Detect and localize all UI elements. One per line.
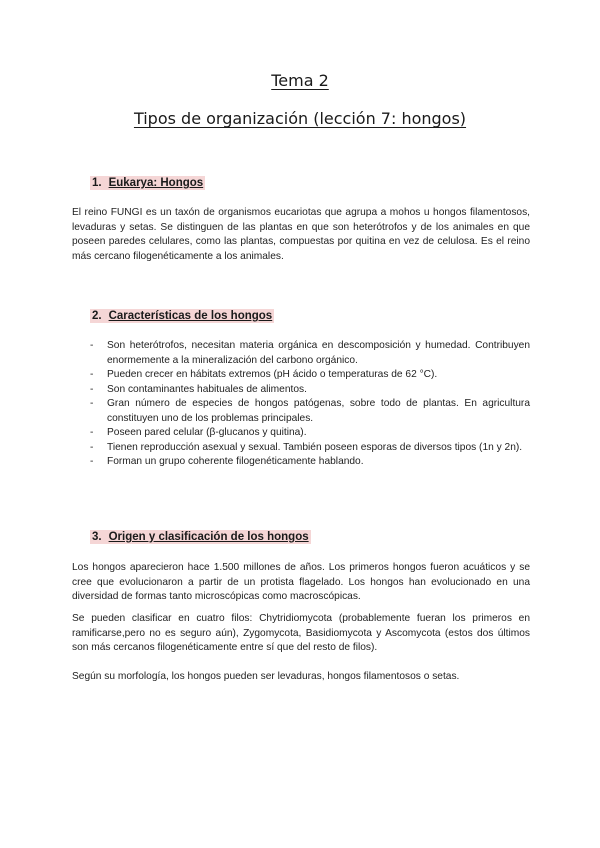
section-heading-text: Origen y clasificación de los hongos bbox=[108, 531, 309, 543]
section-heading-text: Características de los hongos bbox=[108, 310, 273, 322]
list-item: - Poseen pared celular (β-glucanos y quitina). bbox=[90, 426, 530, 441]
list-item: - Pueden crecer en hábitats extremos (pH ácido o temperaturas de 62 °C). bbox=[90, 368, 530, 383]
list-item: - Forman un grupo coherente filogenéticamente hablando. bbox=[90, 455, 530, 470]
section-heading-3 bbox=[90, 530, 311, 544]
section-1-paragraph: El reino FUNGI es un taxón de organismos eucariotas que agrupa a mohos u hongos filamentosos, levaduras y setas. Se distinguen de las plantas en que son heterótrofos y de los animales en que poseen paredes celulares, como las plantas, compuestas por quitina en vez de celulosa. Es el reino más cercano filogenéticamente a los animales. bbox=[72, 207, 530, 262]
list-item: - Tienen reproducción asexual y sexual. También poseen esporas de diversos tipos (1n y 2n). bbox=[90, 441, 530, 456]
section-heading-text: Eukarya: Hongos bbox=[108, 177, 204, 189]
list-item: - Son contaminantes habituales de alimentos. bbox=[90, 383, 530, 398]
list-item: - Gran número de especies de hongos patógenas, sobre todo de plantas. En agricultura constituyen uno de los problemas principales. bbox=[90, 397, 530, 426]
document-subtitle: Tipos de organización (lección 7: hongos) bbox=[133, 109, 467, 128]
section-heading-1 bbox=[90, 176, 205, 190]
section-heading-2 bbox=[90, 309, 274, 323]
characteristics-list bbox=[90, 339, 530, 470]
document-title: Tema 2 bbox=[271, 71, 329, 90]
section-3-paragraph-1: Los hongos aparecieron hace 1.500 millones de años. Los primeros hongos fueron acuáticos y se cree que evolucionaron a partir de un protista flagelado. Los hongos han evolucionado en una diversidad de formas tanto microscópicas como macroscópicas. bbox=[72, 562, 530, 602]
section-number: 1. bbox=[92, 177, 102, 189]
list-item: - Son heterótrofos, necesitan materia orgánica en descomposición y humedad. Contribuyen enormemente a la mineralización del carbono orgánico. bbox=[90, 339, 530, 368]
section-number: 2. bbox=[92, 310, 102, 322]
section-3-paragraph-3: Según su morfología, los hongos pueden ser levaduras, hongos filamentosos o setas. bbox=[72, 671, 460, 682]
section-number: 3. bbox=[92, 531, 102, 543]
section-3-paragraph-2: Se pueden clasificar en cuatro filos: Chytridiomycota (probablemente fueran los primeros en ramificarse,pero no es seguro aún), Zygomycota, Basidiomycota y Ascomycota (estos dos últimos son más cercanos filogenéticamente entre sí que del resto de filos). bbox=[72, 613, 530, 653]
